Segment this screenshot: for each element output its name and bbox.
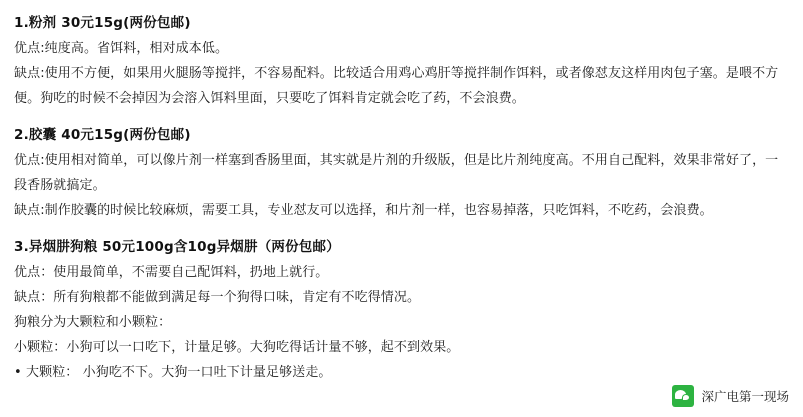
- footer-attribution: [672, 385, 789, 407]
- section-paragraph-cons: 缺点：所有狗粮都不能做到满足每一个狗得口味，肯定有不吃得情况。: [14, 290, 421, 305]
- wechat-icon: [672, 385, 694, 407]
- section-paragraph-small: 小颗粒：小狗可以一口吃下，计量足够。大狗吃得话计量不够，起不到效果。: [14, 340, 460, 355]
- section-paragraph-cons: 缺点:使用不方便，如果用火腿肠等搅拌，不容易配料。比较适合用鸡心鸡肝等搅拌制作饵料，或者像怼友这样用肉包子塞。是喂不方便。狗吃的时候不会掉因为会溶入饵料里面，只要吃了饵料肯定就会吃了药，不会浪费。: [14, 66, 779, 106]
- section-paragraph-sizes: 狗粮分为大颗粒和小颗粒：: [14, 315, 172, 330]
- section-paragraph-pros: 优点:纯度高。省饵料，相对成本低。: [14, 41, 229, 56]
- section-capsule: [14, 122, 789, 223]
- section-heading: 1.粉剂 30元15g(两份包邮): [14, 15, 191, 31]
- section-heading: 2.胶囊 40元15g(两份包邮): [14, 127, 191, 143]
- account-name: 深广电第一现场: [701, 389, 789, 404]
- section-divider: [14, 113, 789, 122]
- section-paragraph-cons: 缺点:制作胶囊的时候比较麻烦，需要工具，专业怼友可以选择，和片剂一样，也容易掉落，只吃饵料，不吃药，会浪费。: [14, 203, 713, 218]
- section-dogfood: [14, 234, 789, 385]
- section-divider: [14, 225, 789, 234]
- section-paragraph-pros: 优点:使用相对简单，可以像片剂一样塞到香肠里面，其实就是片剂的升级版，但是比片剂纯度高。不用自己配料，效果非常好了，一段香肠就搞定。: [14, 153, 779, 193]
- section-paragraph-pros: 优点：使用最简单，不需要自己配饵料，扔地上就行。: [14, 265, 329, 280]
- section-powder: [14, 10, 789, 111]
- wechat-icon-bubble-small: [682, 394, 690, 401]
- section-paragraph-large: • 大颗粒： 小狗吃不下。大狗一口吐下计量足够送走。: [14, 365, 332, 380]
- section-heading: 3.异烟肼狗粮 50元100g含10g异烟肼（两份包邮）: [14, 239, 340, 255]
